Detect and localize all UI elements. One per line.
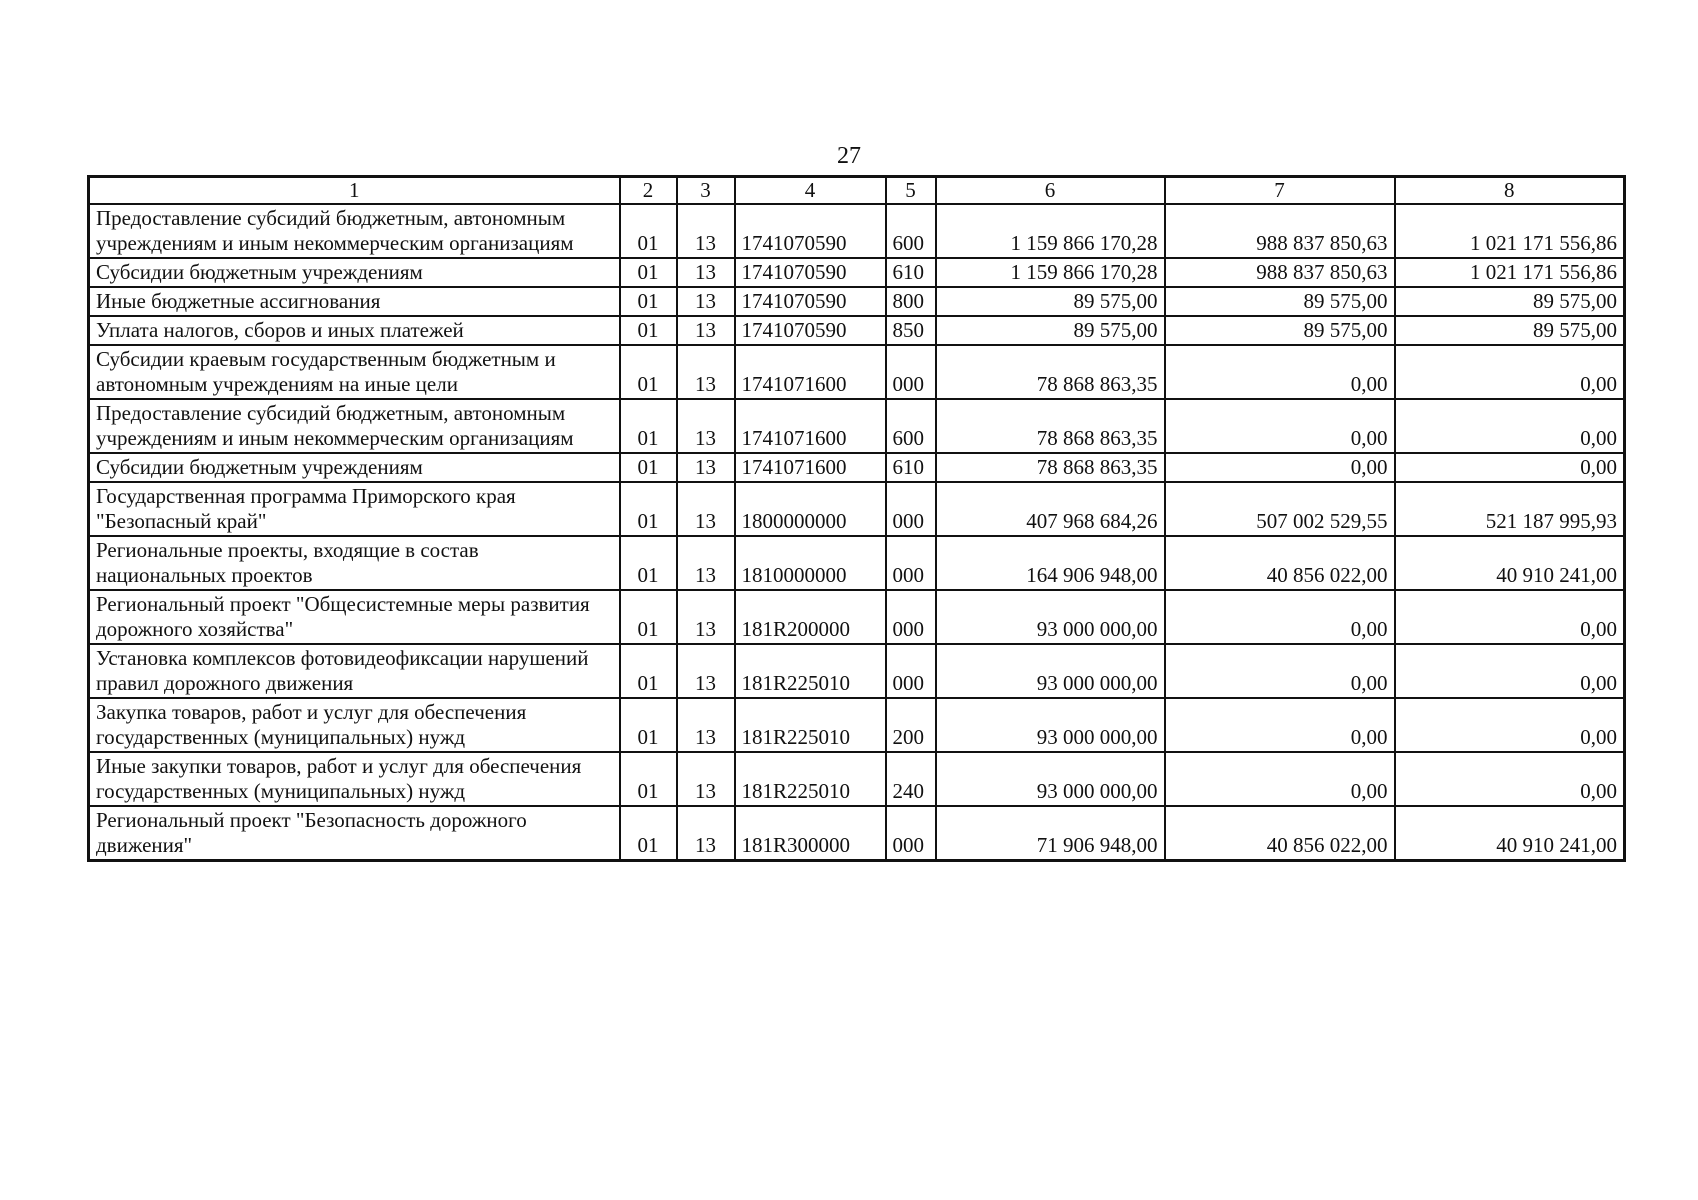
cell-amount-8: 0,00	[1395, 453, 1625, 482]
table-row	[89, 345, 1625, 399]
cell-section: 01	[620, 698, 677, 752]
cell-amount-8: 0,00	[1395, 698, 1625, 752]
cell-amount-8: 0,00	[1395, 590, 1625, 644]
cell-amount-7: 988 837 850,63	[1165, 258, 1395, 287]
cell-section: 01	[620, 644, 677, 698]
cell-section: 01	[620, 258, 677, 287]
cell-subsection: 13	[677, 258, 735, 287]
cell-amount-8: 89 575,00	[1395, 287, 1625, 316]
cell-target-item: 1741070590	[735, 316, 886, 345]
table-row	[89, 698, 1625, 752]
cell-expense-type: 000	[886, 590, 936, 644]
cell-amount-6: 1 159 866 170,28	[936, 258, 1165, 287]
cell-amount-8: 0,00	[1395, 399, 1625, 453]
cell-amount-7: 0,00	[1165, 590, 1395, 644]
table-row	[89, 204, 1625, 258]
cell-section: 01	[620, 287, 677, 316]
cell-target-item: 181R225010	[735, 752, 886, 806]
cell-amount-6: 1 159 866 170,28	[936, 204, 1165, 258]
cell-subsection: 13	[677, 287, 735, 316]
cell-subsection: 13	[677, 482, 735, 536]
header-col-4: 4	[735, 177, 886, 205]
cell-name: Предоставление субсидий бюджетным, автономным учреждениям и иным некоммерческим организациям	[89, 399, 620, 453]
cell-amount-7: 0,00	[1165, 752, 1395, 806]
cell-amount-8: 40 910 241,00	[1395, 806, 1625, 861]
table-row	[89, 316, 1625, 345]
header-col-1: 1	[89, 177, 620, 205]
cell-name: Региональный проект "Безопасность дорожного движения"	[89, 806, 620, 861]
cell-section: 01	[620, 316, 677, 345]
cell-amount-8: 0,00	[1395, 644, 1625, 698]
cell-name: Субсидии краевым государственным бюджетным и автономным учреждениям на иные цели	[89, 345, 620, 399]
cell-subsection: 13	[677, 345, 735, 399]
cell-amount-6: 78 868 863,35	[936, 453, 1165, 482]
cell-target-item: 1741070590	[735, 258, 886, 287]
table-row	[89, 590, 1625, 644]
cell-expense-type: 610	[886, 258, 936, 287]
table-row	[89, 536, 1625, 590]
cell-section: 01	[620, 536, 677, 590]
table-header-row	[89, 177, 1625, 205]
table-row	[89, 644, 1625, 698]
cell-amount-7: 89 575,00	[1165, 316, 1395, 345]
cell-expense-type: 000	[886, 806, 936, 861]
cell-amount-6: 93 000 000,00	[936, 644, 1165, 698]
cell-expense-type: 600	[886, 399, 936, 453]
table-row	[89, 482, 1625, 536]
cell-name: Субсидии бюджетным учреждениям	[89, 258, 620, 287]
cell-expense-type: 240	[886, 752, 936, 806]
cell-expense-type: 000	[886, 644, 936, 698]
cell-section: 01	[620, 204, 677, 258]
cell-name: Закупка товаров, работ и услуг для обеспечения государственных (муниципальных) нужд	[89, 698, 620, 752]
cell-section: 01	[620, 399, 677, 453]
cell-subsection: 13	[677, 536, 735, 590]
table-row	[89, 752, 1625, 806]
cell-target-item: 1741070590	[735, 204, 886, 258]
header-col-7: 7	[1165, 177, 1395, 205]
cell-expense-type: 200	[886, 698, 936, 752]
cell-name: Уплата налогов, сборов и иных платежей	[89, 316, 620, 345]
cell-target-item: 1800000000	[735, 482, 886, 536]
budget-table	[87, 175, 1626, 862]
cell-amount-8: 1 021 171 556,86	[1395, 258, 1625, 287]
header-col-6: 6	[936, 177, 1165, 205]
cell-subsection: 13	[677, 204, 735, 258]
table-body	[89, 177, 1625, 861]
cell-subsection: 13	[677, 453, 735, 482]
table-row	[89, 258, 1625, 287]
cell-target-item: 1810000000	[735, 536, 886, 590]
cell-amount-6: 78 868 863,35	[936, 345, 1165, 399]
cell-amount-7: 0,00	[1165, 644, 1395, 698]
cell-amount-7: 89 575,00	[1165, 287, 1395, 316]
header-col-8: 8	[1395, 177, 1625, 205]
cell-amount-6: 93 000 000,00	[936, 752, 1165, 806]
cell-section: 01	[620, 806, 677, 861]
header-col-2: 2	[620, 177, 677, 205]
cell-amount-6: 407 968 684,26	[936, 482, 1165, 536]
table-row	[89, 399, 1625, 453]
header-col-5: 5	[886, 177, 936, 205]
page-number: 27	[837, 143, 861, 169]
cell-subsection: 13	[677, 590, 735, 644]
cell-amount-6: 71 906 948,00	[936, 806, 1165, 861]
cell-subsection: 13	[677, 752, 735, 806]
cell-name: Иные бюджетные ассигнования	[89, 287, 620, 316]
cell-name: Предоставление субсидий бюджетным, автономным учреждениям и иным некоммерческим организациям	[89, 204, 620, 258]
table-row	[89, 806, 1625, 861]
cell-amount-6: 93 000 000,00	[936, 698, 1165, 752]
cell-name: Установка комплексов фотовидеофиксации нарушений правил дорожного движения	[89, 644, 620, 698]
cell-amount-7: 0,00	[1165, 345, 1395, 399]
cell-amount-6: 89 575,00	[936, 287, 1165, 316]
cell-section: 01	[620, 345, 677, 399]
cell-amount-8: 0,00	[1395, 345, 1625, 399]
cell-section: 01	[620, 752, 677, 806]
cell-expense-type: 000	[886, 345, 936, 399]
cell-amount-7: 988 837 850,63	[1165, 204, 1395, 258]
header-col-3: 3	[677, 177, 735, 205]
cell-section: 01	[620, 482, 677, 536]
cell-subsection: 13	[677, 644, 735, 698]
cell-amount-7: 0,00	[1165, 453, 1395, 482]
cell-expense-type: 000	[886, 482, 936, 536]
cell-amount-7: 40 856 022,00	[1165, 536, 1395, 590]
cell-amount-8: 40 910 241,00	[1395, 536, 1625, 590]
cell-target-item: 1741071600	[735, 345, 886, 399]
cell-name: Субсидии бюджетным учреждениям	[89, 453, 620, 482]
cell-target-item: 181R225010	[735, 698, 886, 752]
cell-target-item: 1741071600	[735, 453, 886, 482]
cell-subsection: 13	[677, 316, 735, 345]
cell-expense-type: 850	[886, 316, 936, 345]
cell-amount-6: 93 000 000,00	[936, 590, 1165, 644]
table-row	[89, 453, 1625, 482]
cell-target-item: 181R225010	[735, 644, 886, 698]
cell-amount-7: 0,00	[1165, 399, 1395, 453]
cell-amount-6: 78 868 863,35	[936, 399, 1165, 453]
cell-name: Региональный проект "Общесистемные меры развития дорожного хозяйства"	[89, 590, 620, 644]
cell-amount-7: 507 002 529,55	[1165, 482, 1395, 536]
cell-expense-type: 800	[886, 287, 936, 316]
cell-expense-type: 610	[886, 453, 936, 482]
cell-amount-7: 0,00	[1165, 698, 1395, 752]
cell-target-item: 181R300000	[735, 806, 886, 861]
cell-target-item: 1741071600	[735, 399, 886, 453]
cell-section: 01	[620, 453, 677, 482]
cell-name: Государственная программа Приморского края "Безопасный край"	[89, 482, 620, 536]
cell-amount-6: 89 575,00	[936, 316, 1165, 345]
cell-amount-8: 521 187 995,93	[1395, 482, 1625, 536]
cell-target-item: 1741070590	[735, 287, 886, 316]
cell-expense-type: 600	[886, 204, 936, 258]
cell-target-item: 181R200000	[735, 590, 886, 644]
cell-name: Региональные проекты, входящие в состав национальных проектов	[89, 536, 620, 590]
cell-name: Иные закупки товаров, работ и услуг для обеспечения государственных (муниципальных) нужд	[89, 752, 620, 806]
cell-amount-6: 164 906 948,00	[936, 536, 1165, 590]
cell-subsection: 13	[677, 399, 735, 453]
cell-amount-8: 0,00	[1395, 752, 1625, 806]
cell-expense-type: 000	[886, 536, 936, 590]
cell-section: 01	[620, 590, 677, 644]
cell-subsection: 13	[677, 698, 735, 752]
table-row	[89, 287, 1625, 316]
cell-amount-8: 1 021 171 556,86	[1395, 204, 1625, 258]
cell-amount-8: 89 575,00	[1395, 316, 1625, 345]
cell-amount-7: 40 856 022,00	[1165, 806, 1395, 861]
cell-subsection: 13	[677, 806, 735, 861]
